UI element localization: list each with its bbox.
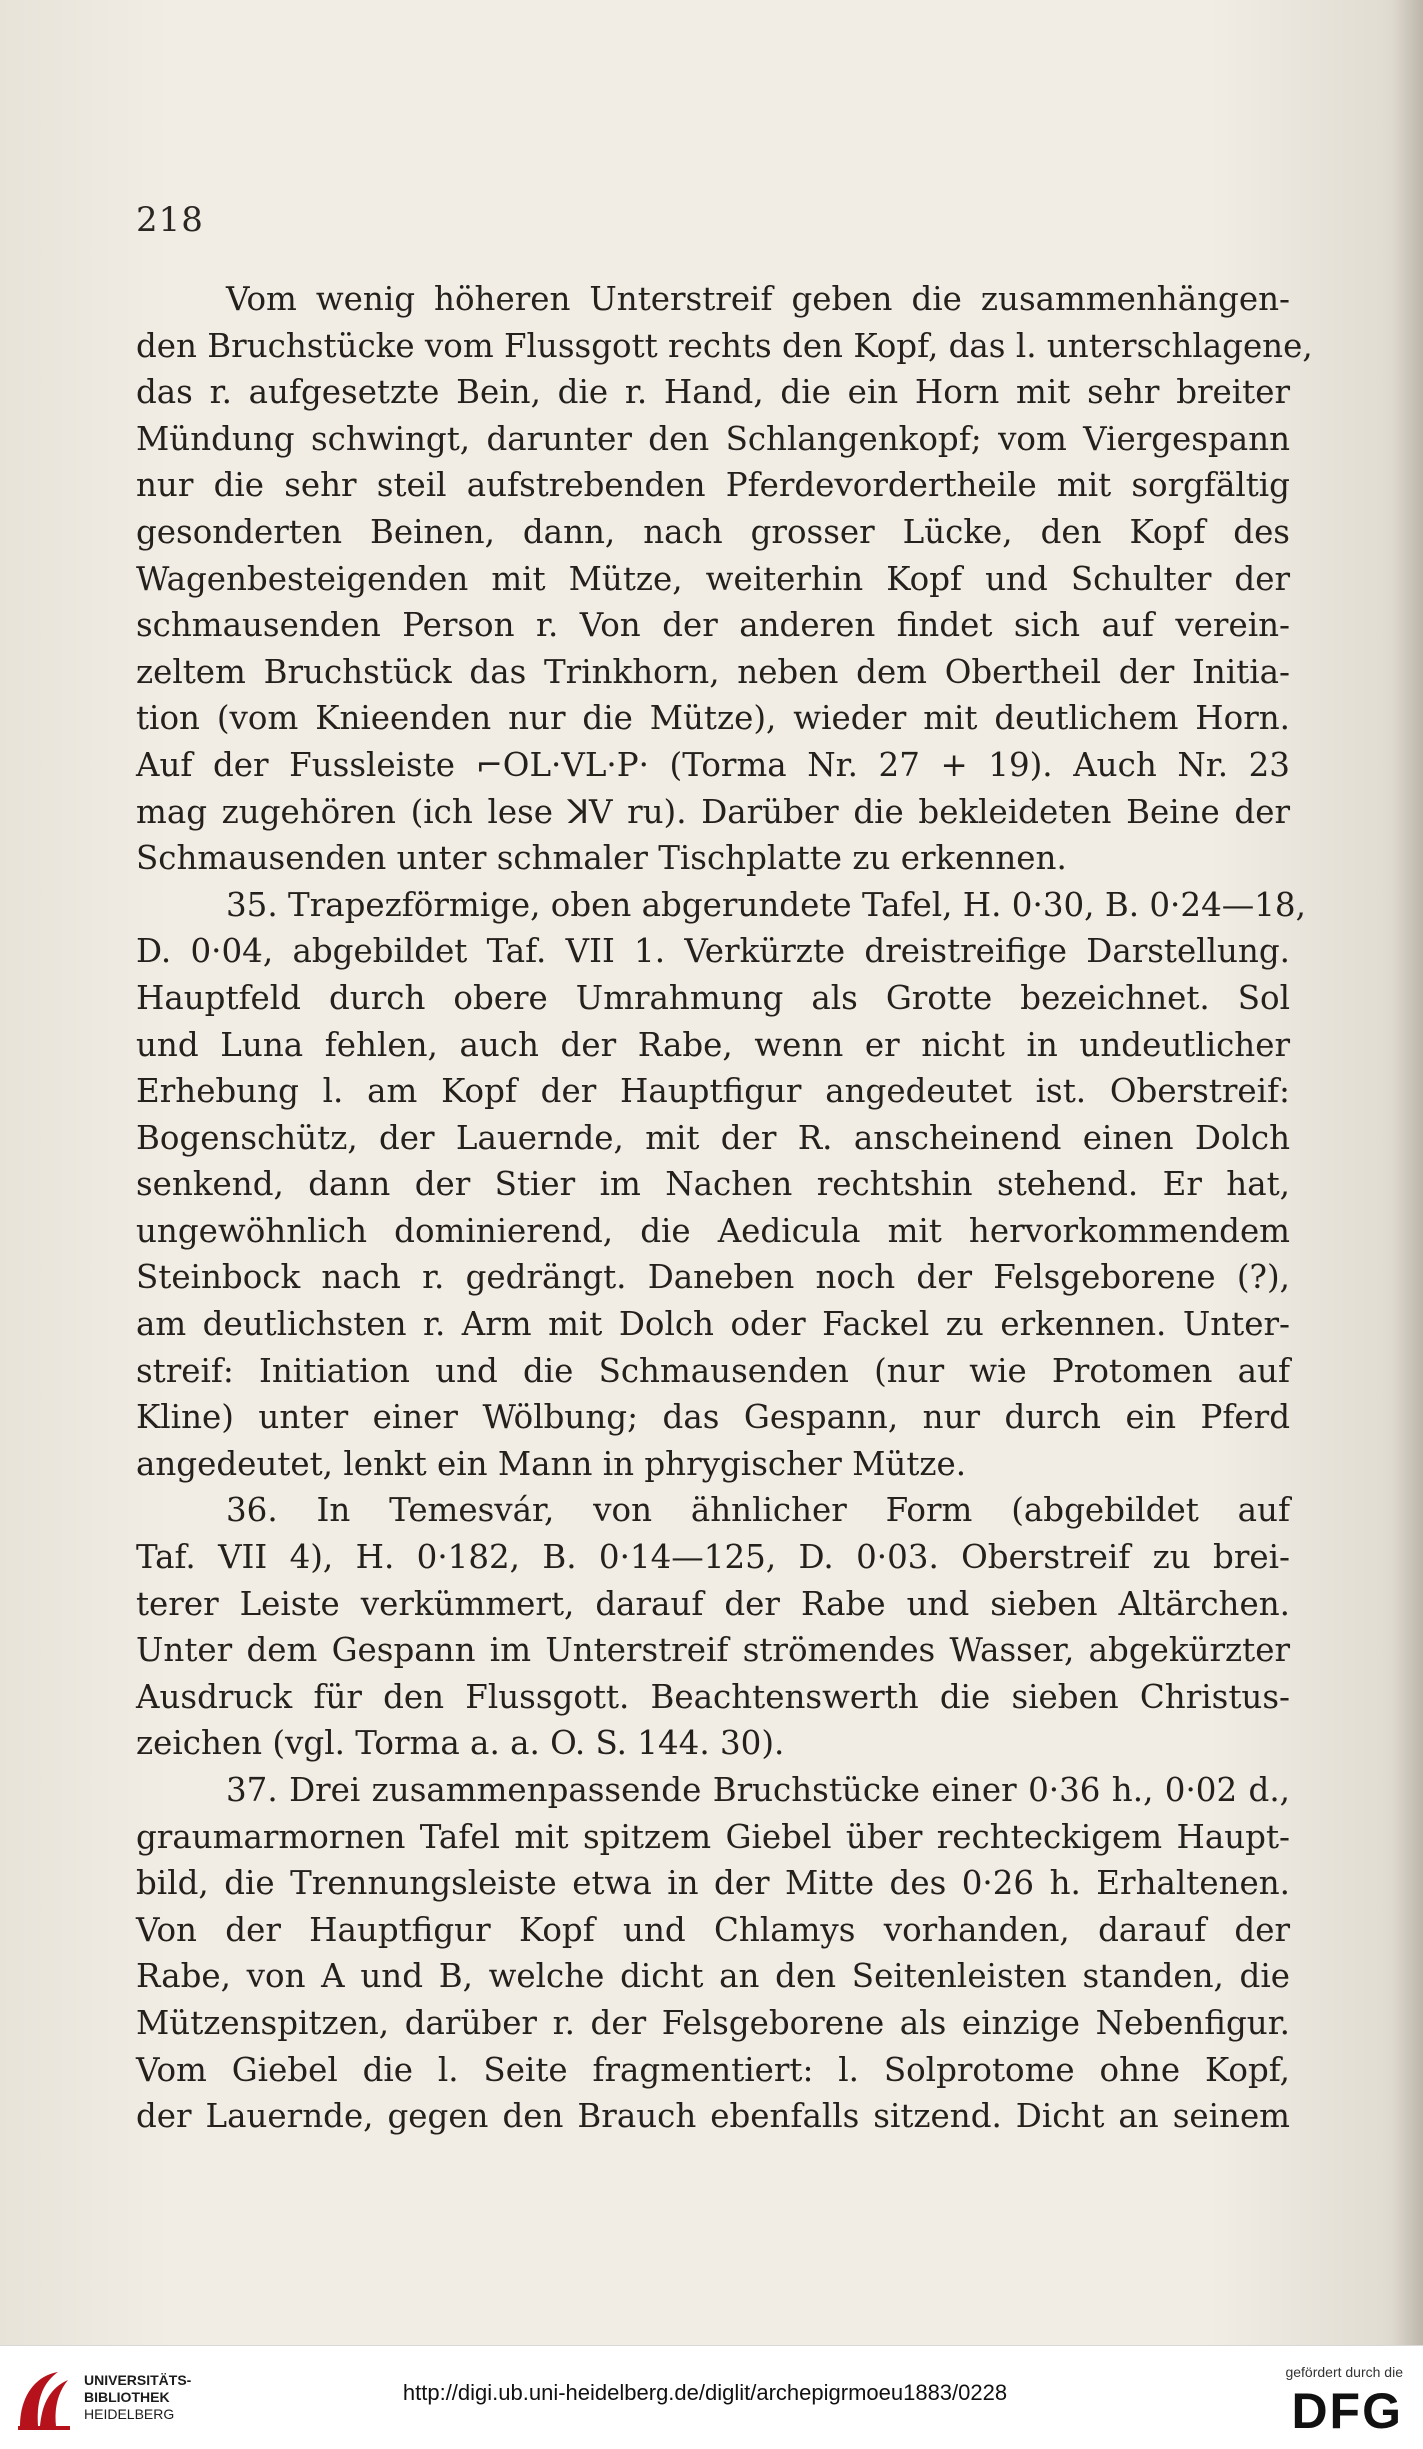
text-line: Rabe, von A und B, welche dicht an den Seitenleisten standen, die xyxy=(136,1957,1290,1996)
page-edge-shadow xyxy=(1393,0,1423,2345)
text-line: Hauptfeld durch obere Umrahmung als Grotte bezeichnet. Sol xyxy=(136,978,1290,1017)
footer-bar xyxy=(0,2345,1423,2449)
text-line: Vom wenig höheren Unterstreif geben die zusammenhängen- xyxy=(226,280,1290,318)
text-line: mag zugehören (ich lese ꓘV ru). Darüber die bekleideten Beine der xyxy=(136,792,1290,831)
text-line: Vom Giebel die l. Seite fragmentiert: l. Solprotome ohne Kopf, xyxy=(136,2050,1290,2089)
text-line: Mützenspitzen, darüber r. der Felsgeborene als einzige Nebenfigur. xyxy=(136,2003,1290,2042)
university-seal-icon[interactable] xyxy=(14,2368,74,2432)
text-line: senkend, dann der Stier im Nachen rechtshin stehend. Er hat, xyxy=(136,1165,1290,1204)
text-line: Kline) unter einer Wölbung; das Gespann, nur durch ein Pferd xyxy=(136,1398,1290,1437)
text-line: graumarmornen Tafel mit spitzem Giebel über rechteckigem Haupt- xyxy=(136,1817,1290,1856)
text-line: Auf der Fussleiste ⌐OL·VL·P· (Torma Nr. 27 + 19). Auch Nr. 23 xyxy=(136,745,1290,784)
text-line: Steinbock nach r. gedrängt. Daneben noch der Felsgeborene (?), xyxy=(136,1258,1290,1297)
funded-by-label: gefördert durch die xyxy=(1285,2364,1403,2380)
text-line: streif: Initiation und die Schmausenden (nur wie Protomen auf xyxy=(136,1351,1290,1390)
text-line: 37. Drei zusammenpassende Bruchstücke einer 0·36 h., 0·02 d., xyxy=(226,1771,1290,1809)
dfg-logo-icon: DFG xyxy=(1291,2383,1403,2439)
library-name-line-1: UNIVERSITÄTS- xyxy=(84,2372,192,2388)
library-name-line-3: HEIDELBERG xyxy=(84,2406,175,2422)
text-line: ungewöhnlich dominierend, die Aedicula mit hervorkommendem xyxy=(136,1211,1290,1250)
text-line: zeltem Bruchstück das Trinkhorn, neben dem Obertheil der Initia- xyxy=(136,652,1290,691)
text-line: 36. In Temesvár, von ähnlicher Form (abgebildet auf xyxy=(226,1491,1290,1530)
text-line: bild, die Trennungsleiste etwa in der Mitte des 0·26 h. Erhaltenen. xyxy=(136,1864,1290,1903)
text-line: das r. aufgesetzte Bein, die r. Hand, die ein Horn mit sehr breiter xyxy=(136,373,1290,412)
text-line: und Luna fehlen, auch der Rabe, wenn er nicht in undeutlicher xyxy=(136,1025,1290,1064)
body-text xyxy=(136,276,1313,2140)
text-line: den Bruchstücke vom Flussgott rechts den Kopf, das l. unterschlagene, xyxy=(136,326,1313,365)
text-line: angedeutet, lenkt ein Mann in phrygischer Mütze. xyxy=(136,1444,967,1483)
text-line: Mündung schwingt, darunter den Schlangenkopf; vom Viergespann xyxy=(136,419,1290,458)
text-line: terer Leiste verkümmert, darauf der Rabe und sieben Altärchen. xyxy=(136,1584,1290,1623)
text-line: nur die sehr steil aufstrebenden Pferdevordertheile mit sorgfältig xyxy=(136,466,1290,505)
text-line: gesonderten Beinen, dann, nach grosser Lücke, den Kopf des xyxy=(136,512,1290,551)
text-line: Taf. VII 4), H. 0·182, B. 0·14—125, D. 0·03. Oberstreif zu brei- xyxy=(136,1538,1290,1577)
text-line: Erhebung l. am Kopf der Hauptfigur angedeutet ist. Oberstreif: xyxy=(136,1072,1290,1111)
text-line: tion (vom Knieenden nur die Mütze), wieder mit deutlichem Horn. xyxy=(136,699,1290,738)
text-line: der Lauernde, gegen den Brauch ebenfalls sitzend. Dicht an seinem xyxy=(136,2097,1290,2136)
text-line: Bogenschütz, der Lauernde, mit der R. anscheinend einen Dolch xyxy=(136,1118,1290,1157)
text-line: Von der Hauptfigur Kopf und Chlamys vorhanden, darauf der xyxy=(136,1910,1290,1949)
page-number: 218 xyxy=(136,200,204,240)
university-library-name[interactable] xyxy=(84,2372,191,2423)
text-line: Unter dem Gespann im Unterstreif strömendes Wasser, abgekürzter xyxy=(136,1631,1290,1670)
text-line: Schmausenden unter schmaler Tischplatte zu erkennen. xyxy=(136,839,1067,878)
library-name-line-2: BIBLIOTHEK xyxy=(84,2389,170,2405)
permalink-url[interactable]: http://digi.ub.uni-heidelberg.de/diglit/archepigrmoeu1883/0228 xyxy=(402,2380,1008,2405)
text-line: schmausenden Person r. Von der anderen findet sich auf verein- xyxy=(136,606,1290,645)
text-line: D. 0·04, abgebildet Taf. VII 1. Verkürzte dreistreifige Darstellung. xyxy=(136,932,1290,971)
text-line: am deutlichsten r. Arm mit Dolch oder Fackel zu erkennen. Unter- xyxy=(136,1305,1290,1344)
dfg-funding[interactable] xyxy=(1253,2364,1403,2439)
text-line: 35. Trapezförmige, oben abgerundete Tafel, H. 0·30, B. 0·24—18, xyxy=(226,885,1306,924)
text-line: zeichen (vgl. Torma a. a. O. S. 144. 30). xyxy=(136,1724,785,1763)
text-line: Ausdruck für den Flussgott. Beachtenswerth die sieben Christus- xyxy=(136,1677,1290,1716)
text-line: Wagenbesteigenden mit Mütze, weiterhin Kopf und Schulter der xyxy=(136,559,1290,598)
